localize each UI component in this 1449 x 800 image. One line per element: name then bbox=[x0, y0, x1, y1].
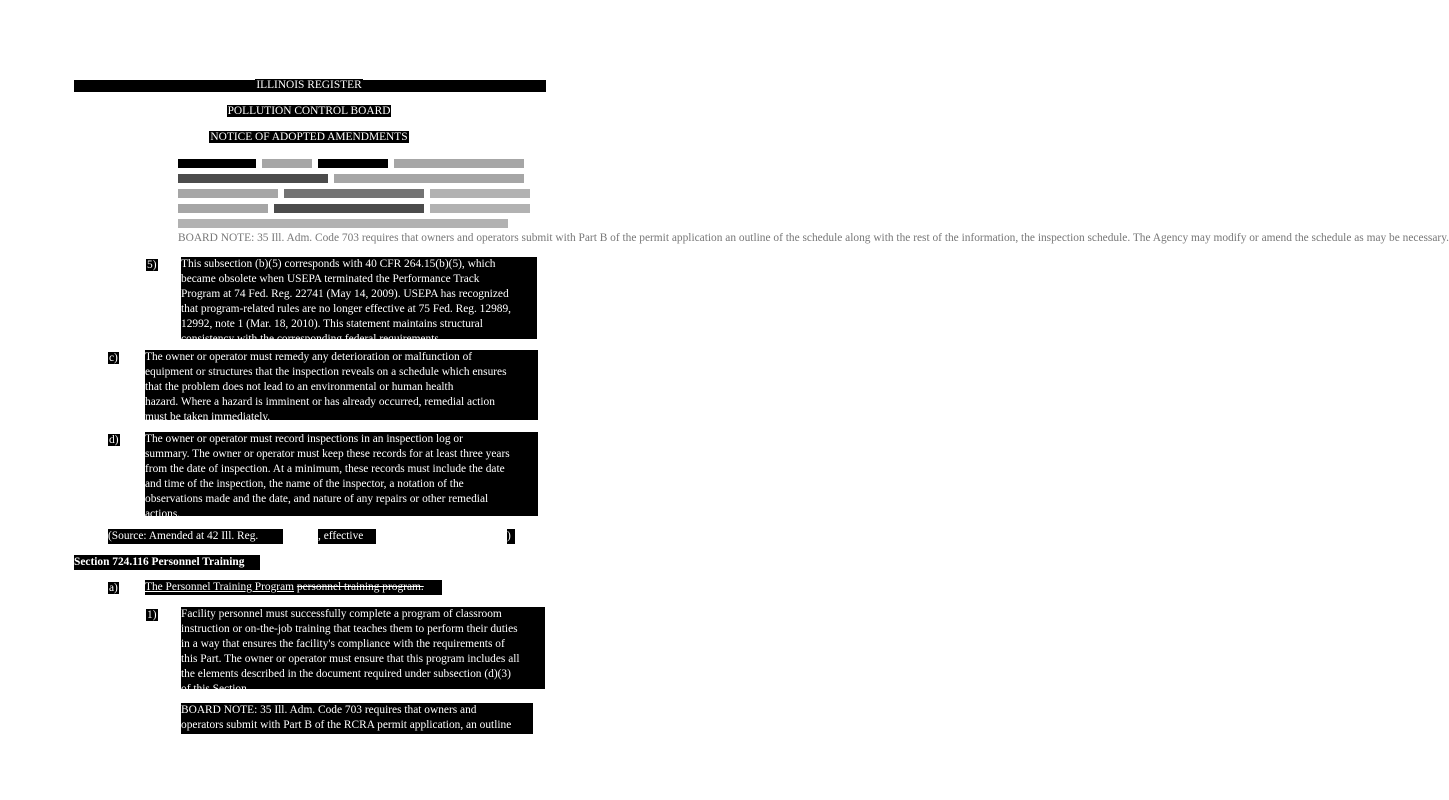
item-a-number: a) bbox=[109, 582, 118, 594]
item-a-new-text: The Personnel Training Program bbox=[145, 581, 295, 593]
board-title: POLLUTION CONTROL BOARD bbox=[227, 105, 391, 117]
item-c-number: c) bbox=[109, 352, 118, 364]
board-note-top: BOARD NOTE: 35 Ill. Adm. Code 703 requires that owners and operators submit with Part B of the permit application an outline of the schedule along with the rest of the information, the inspection schedule. The Agency may modify or amend the schedule as may be necessary. bbox=[178, 156, 538, 245]
notice-title: NOTICE OF ADOPTED AMENDMENTS bbox=[210, 131, 408, 143]
item-5-text: This subsection (b)(5) corresponds with 40 CFR 264.15(b)(5), which became obsolete when USEPA terminated the Performance Track Program at 74 Fed. Reg. 22741 (May 14, 2009). USEPA has recognized that program-related rules are no longer effective at 75 Fed. Reg. 12989, 12992, note 1 (Mar. 18, 2010). This statement maintains structural consistency with the corresponding federal requirements. bbox=[181, 257, 537, 339]
source-suffix: ) bbox=[507, 529, 515, 544]
item-5-number: 5) bbox=[147, 259, 157, 271]
source-prefix: (Source: Amended at 42 Ill. Reg. bbox=[108, 529, 283, 544]
board-note-bottom: BOARD NOTE: 35 Ill. Adm. Code 703 requires that owners and operators submit with Part B of the RCRA permit application, an outline bbox=[181, 703, 533, 734]
source-effective: , effective bbox=[318, 529, 376, 544]
item-c-text: The owner or operator must remedy any deterioration or malfunction of equipment or structures that the inspection reveals on a schedule which ensures that the problem does not lead to an environmental or human health hazard. Where a hazard is imminent or has already occurred, remedial action must be taken immediately. bbox=[145, 350, 538, 420]
item-a1-number: 1) bbox=[147, 609, 157, 621]
item-a-struck-text: personnel training program. bbox=[296, 581, 424, 593]
item-d-text: The owner or operator must record inspections in an inspection log or summary. The owner or operator must keep these records for at least three years from the date of inspection. At a minimum, these records must include the date and time of the inspection, the name of the inspector, a notation of the observations made and the date, and nature of any repairs or other remedial actions. bbox=[145, 432, 538, 516]
item-a1-text: Facility personnel must successfully complete a program of classroom instruction or on-the-job training that teaches them to perform their duties in a way that ensures the facility's compliance with the requirements of this Part. The owner or operator must ensure that this program includes all the elements described in the document required under subsection (d)(3) of this Section. bbox=[181, 607, 545, 689]
item-a-text bbox=[145, 580, 442, 595]
item-d-number: d) bbox=[109, 434, 119, 446]
section-heading: Section 724.116 Personnel Training bbox=[74, 555, 260, 570]
register-title: ILLINOIS REGISTER bbox=[256, 79, 362, 91]
